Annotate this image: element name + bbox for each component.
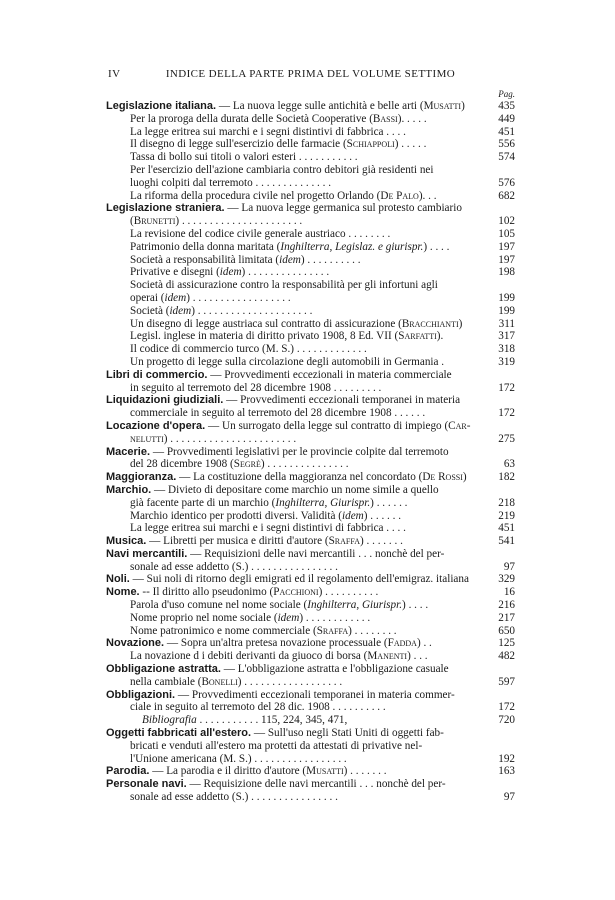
- entry-italic: Inghilterra, Giurispr.: [275, 496, 371, 509]
- entry-tail: ) . . . . . . . . . . . . . . . . . .: [237, 675, 343, 688]
- entry-body: — Provvedimenti eccezionali in materia commerciale: [207, 368, 452, 381]
- entry-tail: ): [462, 471, 467, 484]
- index-entry: [106, 318, 515, 331]
- entry-page-number: 102: [498, 215, 515, 228]
- entry-author: Brunetti: [133, 215, 176, 228]
- index-entry: [106, 279, 515, 292]
- entry-body: — Provvedimenti eccezionali temporanei in materia: [223, 394, 461, 407]
- entry-heading: Legislazione straniera.: [106, 202, 225, 215]
- entry-text: [106, 126, 515, 139]
- entry-body: Il codice di commercio turco (M. S.) . . . . . . . . . . . . .: [130, 343, 367, 356]
- entry-text: [106, 292, 515, 305]
- entry-text: [106, 497, 515, 510]
- entry-page-number: 97: [503, 560, 515, 573]
- entry-body: Società a responsabilità limitata (: [130, 253, 280, 266]
- entry-tail: ) . . . . . . . . . .: [318, 586, 379, 599]
- entry-tail: ) . . . . . . .: [359, 535, 403, 548]
- entry-page-number: 192: [498, 752, 515, 765]
- entry-page-number: 216: [498, 599, 515, 612]
- entry-page-number: 311: [498, 317, 515, 330]
- index-entry: [106, 548, 515, 561]
- index-entry: [106, 138, 515, 151]
- index-entry: [106, 292, 515, 305]
- entry-author: Bassi: [372, 112, 398, 125]
- entry-page-number: 319: [498, 355, 515, 368]
- entry-text: [106, 138, 515, 151]
- index-entry: [106, 202, 515, 215]
- entry-text: [106, 228, 515, 241]
- entry-tail: ). . .: [418, 189, 437, 202]
- index-entry: [106, 330, 515, 343]
- entry-heading: Macerie.: [106, 445, 151, 458]
- entry-author: De Palo: [380, 189, 419, 202]
- index-entry: [106, 753, 515, 766]
- entry-page-number: 597: [498, 675, 515, 688]
- entry-text: [106, 753, 515, 766]
- index-entry: [106, 625, 515, 638]
- entry-body: — La nuova legge germanica sul protesto cambiario: [224, 202, 462, 215]
- entry-author: Sraffa: [316, 624, 349, 637]
- index-entry: [106, 458, 515, 471]
- entry-text: [106, 484, 515, 497]
- entry-author: Musatti: [423, 100, 462, 112]
- entry-body: — Divieto di depositare come marchio un nome simile a quello: [151, 483, 439, 496]
- entry-tail: ).: [436, 330, 444, 343]
- entry-body: Nome proprio nel nome sociale (: [130, 611, 278, 624]
- entry-text: [106, 100, 515, 113]
- index-entry: [106, 573, 515, 586]
- entry-text: [106, 177, 515, 190]
- index-entry: [106, 510, 515, 523]
- index-entry: [106, 650, 515, 663]
- index-entry: [106, 689, 515, 702]
- index-entry: [106, 586, 515, 599]
- entry-page-number: 197: [498, 253, 515, 266]
- entry-body: Nome patronimico e nome commerciale (: [130, 624, 317, 637]
- entry-body: — La nuova legge sulle antichità e belle arti (: [216, 100, 424, 112]
- index-entry: [106, 126, 515, 139]
- entry-author: Car-: [448, 419, 471, 432]
- entry-body: Parola d'uso comune nel nome sociale (: [130, 599, 308, 612]
- entry-body: Un disegno di legge austriaca sul contratto di assicurazione (: [130, 317, 402, 330]
- entry-body: operai (: [130, 291, 165, 304]
- entry-body: già facente parte di un marchio (: [130, 496, 276, 509]
- entry-body: ciale in seguito al terremoto del 28 dic. 1908 . . . . . . . . . .: [130, 701, 386, 714]
- entry-heading: Parodia.: [106, 765, 150, 778]
- entry-page-number: 451: [498, 125, 515, 138]
- entry-body: in seguito al terremoto del 28 dicembre 1908 . . . . . . . . .: [130, 381, 382, 394]
- index-entry: [106, 446, 515, 459]
- entry-page-number: 720: [498, 714, 515, 727]
- entry-body: — L'obbligazione astratta e l'obbligazione casuale: [220, 663, 449, 676]
- entry-heading: Libri di commercio.: [106, 368, 208, 381]
- entry-body: — Sull'uso negli Stati Uniti di oggetti fab-: [251, 727, 444, 740]
- entry-page-number: 97: [503, 791, 515, 804]
- entry-heading: Maggioranza.: [106, 471, 177, 484]
- entry-author: Bonelli: [201, 675, 238, 688]
- entry-page-number: 16: [503, 586, 515, 599]
- entry-tail: ) . . . . .: [394, 138, 427, 151]
- entry-page-number: 197: [498, 240, 515, 253]
- entry-heading: Musica.: [106, 535, 147, 548]
- entry-body: Marchio identico per prodotti diversi. Validità (: [130, 509, 342, 522]
- entry-body: — Sopra un'altra pretesa novazione processuale (: [164, 637, 388, 650]
- entry-body: — La parodia e il diritto d'autore (: [149, 765, 307, 778]
- entry-italic: idem: [164, 291, 187, 304]
- entry-text: [106, 599, 515, 612]
- entry-tail: ) . . . . . .: [370, 496, 408, 509]
- index-entry: [106, 484, 515, 497]
- entry-body: Per la proroga della durata delle Società Cooperative (: [130, 112, 373, 125]
- index-entry: [106, 701, 515, 714]
- entry-tail: ). . . . .: [397, 112, 427, 125]
- entry-page-number: 199: [498, 291, 515, 304]
- index-entry: [106, 100, 515, 113]
- entry-tail: ) . . . . . . . . . . . .: [299, 611, 371, 624]
- index-entry: [106, 535, 515, 548]
- entry-author: Segrè: [233, 458, 261, 471]
- index-entry: [106, 471, 515, 484]
- entry-author: Schiappoli: [346, 138, 395, 151]
- entry-body: — Provvedimenti eccezionali temporanei in materia commer-: [175, 688, 455, 701]
- entry-body: — Libretti per musica e diritti d'autore (: [146, 535, 329, 548]
- entry-author: Sraffa: [328, 535, 360, 548]
- entry-heading: Liquidazioni giudiziali.: [106, 394, 224, 407]
- entry-body: — Sui noli di ritorno degli emigrati ed il regolamento dell'emigraz. italiana: [129, 573, 469, 586]
- entry-tail: ) . . . . . . . . . .: [300, 253, 361, 266]
- entry-page-number: 172: [498, 381, 515, 394]
- entry-text: [106, 586, 515, 599]
- entry-body: luoghi colpiti dal terremoto . . . . . . . . . . . . . .: [130, 176, 332, 189]
- index-entry: [106, 254, 515, 267]
- entry-text: [106, 765, 515, 778]
- entry-text: [106, 113, 515, 126]
- entry-heading: Obbligazioni.: [106, 688, 176, 701]
- entry-text: [106, 650, 515, 663]
- index-entry: [106, 407, 515, 420]
- entry-body: La novazione d i debiti derivanti da giuoco di borsa (: [130, 650, 368, 663]
- entry-page-number: 172: [498, 407, 515, 420]
- entry-body: La legge eritrea sui marchi e i segni distintivi di fabbrica . . . .: [130, 522, 406, 535]
- entry-tail: ) . . . .: [423, 240, 450, 253]
- entry-page-number: 574: [498, 151, 515, 164]
- entry-italic: idem: [219, 266, 242, 279]
- entry-text: [106, 778, 515, 791]
- index-entries: [106, 100, 515, 804]
- index-entry: [106, 228, 515, 241]
- entry-tail: ) . . .: [407, 650, 428, 663]
- entry-text: [106, 266, 515, 279]
- index-entry: [106, 612, 515, 625]
- entry-text: [106, 727, 515, 740]
- entry-body: — Un surrogato della legge sul contratto di impiego (: [205, 419, 449, 432]
- entry-page-number: 218: [498, 496, 515, 509]
- entry-page-number: 451: [498, 522, 515, 535]
- entry-tail: ) . . . . . .: [363, 509, 402, 522]
- entry-tail: ): [458, 317, 463, 330]
- index-entry: [106, 433, 515, 446]
- entry-body: nella cambiale (: [130, 675, 202, 688]
- entry-italic: idem: [279, 253, 301, 266]
- entry-author: Bracchianti: [401, 317, 459, 330]
- entry-heading: Locazione d'opera.: [106, 419, 206, 432]
- entry-italic: Inghilterra, Giurispr.: [307, 599, 403, 612]
- index-entry: [106, 343, 515, 356]
- entry-italic: Bibliografia: [142, 714, 197, 727]
- entry-author: De Rossi: [422, 471, 463, 484]
- entry-text: [106, 446, 515, 459]
- index-entry: [106, 637, 515, 650]
- entry-text: [106, 202, 515, 215]
- entry-body: commerciale in seguito al terremoto del 28 dicembre 1908 . . . . . .: [130, 407, 426, 420]
- entry-text: [106, 522, 515, 535]
- index-entry: [106, 765, 515, 778]
- index-entry: [106, 561, 515, 574]
- index-entry: [106, 791, 515, 804]
- entry-heading: Legislazione italiana.: [106, 100, 217, 112]
- index-entry: [106, 241, 515, 254]
- entry-text: [106, 561, 515, 574]
- entry-italic: idem: [277, 611, 300, 624]
- index-entry: [106, 522, 515, 535]
- entry-heading: Marchio.: [106, 483, 152, 496]
- entry-author: Musatti: [306, 765, 344, 778]
- index-entry: [106, 113, 515, 126]
- entry-text: [106, 394, 515, 407]
- entry-page-number: 163: [498, 765, 515, 778]
- entry-text: [106, 407, 515, 420]
- entry-italic: idem: [169, 304, 192, 317]
- index-entry: [106, 599, 515, 612]
- entry-heading: Oggetti fabbricati all'estero.: [106, 727, 252, 740]
- entry-text: [106, 254, 515, 267]
- entry-page-number: 682: [498, 189, 515, 202]
- entry-heading: Obbligazione astratta.: [106, 663, 221, 676]
- entry-body: Legisl. inglese in materia di diritto privato 1908, 8 Ed. VII (: [130, 330, 399, 343]
- entry-body: Un progetto di legge sulla circolazione degli automobili in Germania .: [130, 355, 445, 368]
- entry-text: [106, 791, 515, 804]
- entry-text: [106, 343, 515, 356]
- entry-heading: Personale navi.: [106, 778, 187, 791]
- entry-page-number: 556: [498, 138, 515, 151]
- entry-tail: . . . . . . . . . . . 115, 224, 345, 471,: [196, 714, 348, 727]
- entry-text: [106, 548, 515, 561]
- index-entry: [106, 727, 515, 740]
- entry-body: — Requisizione delle navi mercantili . . . nonchè del per-: [186, 778, 446, 791]
- entry-body: sonale ad esse addetto (S.) . . . . . . . . . . . . . . . .: [130, 791, 338, 804]
- index-entry: [106, 215, 515, 228]
- entry-text: [106, 164, 515, 177]
- entry-text: [106, 535, 515, 548]
- entry-author: Fadda: [387, 637, 417, 650]
- entry-page-number: 172: [498, 701, 515, 714]
- entry-text: [106, 433, 515, 446]
- entry-italic: idem: [342, 509, 364, 522]
- entry-text: [106, 241, 515, 254]
- entry-author: Manenti: [367, 650, 408, 663]
- entry-text: [106, 573, 515, 586]
- header-page-number: IV: [108, 68, 121, 80]
- entry-page-number: 63: [503, 458, 515, 471]
- entry-text: [106, 151, 515, 164]
- entry-text: [106, 356, 515, 369]
- entry-body: — Requisizioni delle navi mercantili . . . nonchè del per-: [187, 547, 445, 560]
- entry-body: (: [130, 215, 134, 228]
- entry-tail: ) . . . . . . . . . . . . . . . . . . . . . . .: [163, 432, 297, 445]
- entry-body: Società di assicurazione contro la responsabilità per gli infortuni agli: [130, 279, 438, 292]
- entry-heading: Nome.: [106, 586, 140, 599]
- entry-tail: ) . . . . . . . . . . . . . . . . . . . . .: [191, 304, 313, 317]
- entry-page-number: 182: [498, 471, 515, 484]
- entry-text: [106, 382, 515, 395]
- entry-text: [106, 420, 515, 433]
- index-entry: [106, 714, 515, 727]
- entry-body: sonale ad esse addetto (S.) . . . . . . . . . . . . . . . .: [130, 560, 338, 573]
- entry-body: Il disegno di legge sull'esercizio delle farmacie (: [130, 138, 347, 151]
- index-entry: [106, 151, 515, 164]
- entry-heading: Navi mercantili.: [106, 547, 188, 560]
- entry-page-number: 275: [498, 432, 515, 445]
- entry-body: -- Il diritto allo pseudonimo (: [139, 586, 274, 599]
- entry-tail: ) . . . . . . . . . . . . . . .: [241, 266, 330, 279]
- entry-text: [106, 510, 515, 523]
- entry-heading: Novazione.: [106, 637, 165, 650]
- index-entry: [106, 164, 515, 177]
- entry-tail: ) . . . . . . .: [343, 765, 387, 778]
- entry-body: La riforma della procedura civile nel progetto Orlando (: [130, 189, 381, 202]
- entry-tail: ) . . . . . . . . . . . . . . . . . . . . . .: [175, 215, 303, 228]
- entry-text: [106, 625, 515, 638]
- entry-text: [106, 663, 515, 676]
- entry-text: [106, 714, 515, 727]
- index-entry: [106, 663, 515, 676]
- entry-text: [106, 330, 515, 343]
- entry-text: [106, 215, 515, 228]
- entry-body: Privative e disegni (: [130, 266, 220, 279]
- entry-page-number: 482: [498, 650, 515, 663]
- entry-page-number: 219: [498, 509, 515, 522]
- entry-page-number: 329: [498, 573, 515, 586]
- entry-page-number: 541: [498, 535, 515, 548]
- pag-column-label: Pag.: [498, 89, 515, 99]
- entry-text: [106, 458, 515, 471]
- entry-body: La revisione del codice civile generale austriaco . . . . . . . .: [130, 227, 391, 240]
- entry-text: [106, 701, 515, 714]
- entry-author: Pacchioni: [273, 586, 319, 599]
- entry-page-number: 217: [498, 611, 515, 624]
- entry-body: del 28 dicembre 1908 (: [130, 458, 234, 471]
- index-entry: [106, 740, 515, 753]
- entry-body: Patrimonio della donna maritata (: [130, 240, 281, 253]
- entry-page-number: 435: [498, 100, 515, 112]
- entry-author: nelutti: [130, 432, 164, 445]
- entry-text: [106, 305, 515, 318]
- entry-page-number: 199: [498, 304, 515, 317]
- index-entry: [106, 778, 515, 791]
- index-entry: [106, 266, 515, 279]
- index-entry: [106, 369, 515, 382]
- header-title: INDICE DELLA PARTE PRIMA DEL VOLUME SETTIMO: [165, 68, 456, 80]
- entry-page-number: 198: [498, 266, 515, 279]
- entry-text: [106, 689, 515, 702]
- entry-page-number: 576: [498, 176, 515, 189]
- entry-tail: ) . . . . . . . . . . . . . . .: [260, 458, 349, 471]
- index-entry: [106, 394, 515, 407]
- entry-text: [106, 369, 515, 382]
- entry-body: La legge eritrea sui marchi e i segni distintivi di fabbrica . . . .: [130, 125, 406, 138]
- entry-text: [106, 637, 515, 650]
- entry-italic: Inghilterra, Legislaz. e giurispr.: [280, 240, 424, 253]
- entry-tail: ) . . . . . . . . . . . . . . . . . .: [186, 291, 291, 304]
- entry-body: — La costituzione della maggioranza nel concordato (: [176, 471, 423, 484]
- entry-tail: ) . . . . . . . .: [348, 624, 397, 637]
- entry-page-number: 105: [498, 227, 515, 240]
- index-entry: [106, 497, 515, 510]
- entry-text: [106, 190, 515, 203]
- entry-text: [106, 279, 515, 292]
- entry-body: Tassa di bollo sui titoli o valori esteri . . . . . . . . . . .: [130, 151, 358, 164]
- entry-page-number: 318: [498, 343, 515, 356]
- index-entry: [106, 420, 515, 433]
- entry-body: Per l'esercizio dell'azione cambiaria contro debitori già residenti nei: [130, 163, 434, 176]
- entry-page-number: 125: [498, 637, 515, 650]
- index-entry: [106, 305, 515, 318]
- entry-text: [106, 740, 515, 753]
- entry-page-number: 317: [498, 330, 515, 343]
- index-entry: [106, 190, 515, 203]
- entry-body: — Provvedimenti legislativi per le provincie colpite dal terremoto: [150, 445, 449, 458]
- index-entry: [106, 676, 515, 689]
- entry-tail: ) . . . .: [402, 599, 429, 612]
- entry-heading: Noli.: [106, 573, 130, 586]
- entry-text: [106, 318, 515, 331]
- entry-author: Sarfatti: [398, 330, 437, 343]
- entry-text: [106, 471, 515, 484]
- entry-tail: ): [461, 100, 465, 112]
- entry-body: Società (: [130, 304, 170, 317]
- entry-text: [106, 676, 515, 689]
- entry-body: l'Unione americana (M. S.) . . . . . . . . . . . . . . . . .: [130, 752, 347, 765]
- index-entry: [106, 382, 515, 395]
- entry-text: [106, 612, 515, 625]
- index-entry: [106, 356, 515, 369]
- entry-body: bricati e venduti all'estero ma protetti da attestati di privative nel-: [130, 739, 423, 752]
- index-entry: [106, 177, 515, 190]
- entry-page-number: 650: [498, 624, 515, 637]
- entry-tail: ) . .: [416, 637, 432, 650]
- entry-page-number: 449: [498, 112, 515, 125]
